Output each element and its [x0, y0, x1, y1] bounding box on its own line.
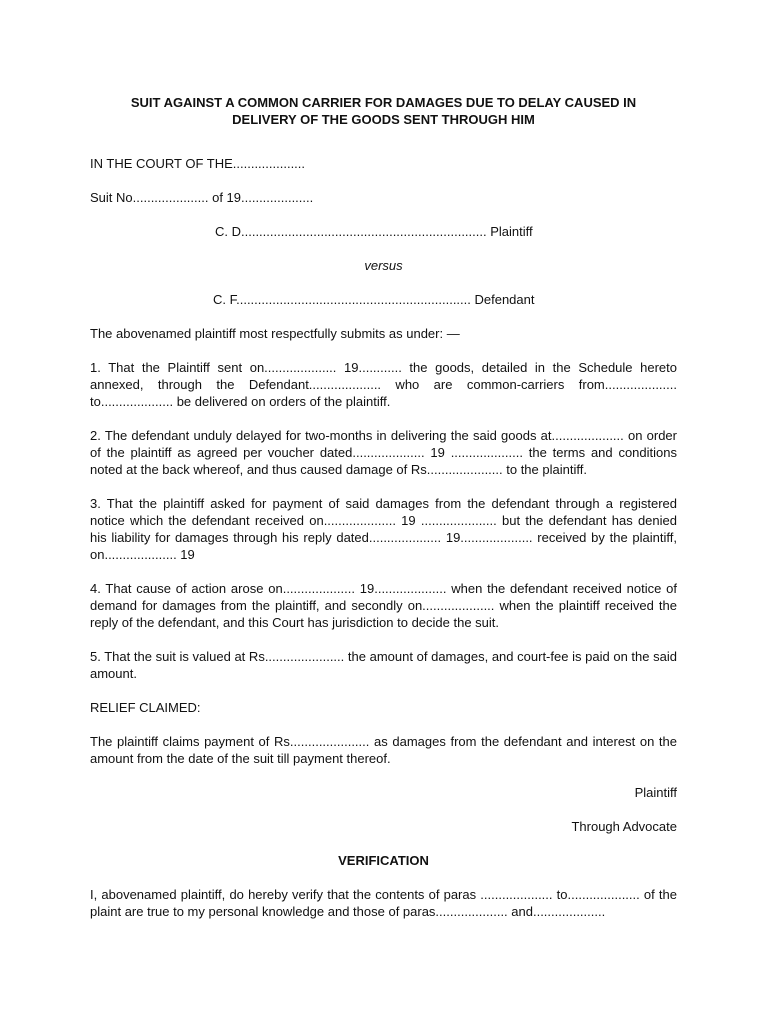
relief-paragraph: The plaintiff claims payment of Rs...................... as damages from the defendant and interest on the amount from the date of the suit till payment thereof. [90, 734, 677, 766]
paragraph-2: 2. The defendant unduly delayed for two-months in delivering the said goods at.................... on order of the plaintiff as agreed per voucher dated.................... 19 .................... the terms and conditions noted at the back whereof, and thus caused damage of Rs..................... to the plaintiff. [90, 428, 677, 477]
plaintiff-party-line: C. D.................................................................... Plaintiff [215, 224, 533, 239]
defendant-party-line: C. F................................................................. Defendant [213, 292, 535, 307]
paragraph-1: 1. That the Plaintiff sent on.................... 19............ the goods, detailed in the Schedule hereto annexed, through the Defendant.................... who are common-carriers from.................... to.................... be delivered on orders of the plaintiff. [90, 360, 677, 409]
title-line-1: SUIT AGAINST A COMMON CARRIER FOR DAMAGES DUE TO DELAY CAUSED IN [130, 95, 637, 110]
paragraph-4: 4. That cause of action arose on.................... 19.................... when the defendant received notice of demand for damages from the plaintiff, and secondly on.................... when the plaintiff received the reply of the defendant, and this Court has jurisdiction to decide the suit. [90, 581, 677, 630]
signature-plaintiff: Plaintiff [634, 785, 677, 800]
intro-paragraph: The abovenamed plaintiff most respectfully submits as under: — [90, 326, 460, 341]
paragraph-5: 5. That the suit is valued at Rs...................... the amount of damages, and court-fee is paid on the said amount. [90, 649, 677, 681]
paragraph-3: 3. That the plaintiff asked for payment of said damages from the defendant through a registered notice which the defendant received on.................... 19 ..................... but the defendant has denied his liability for damages through his reply dated.................... 19.................... received by the plaintiff, on.................... 19 [90, 496, 677, 562]
suit-number-line: Suit No..................... of 19.................... [90, 190, 314, 205]
document-page [90, 94, 677, 937]
court-line: IN THE COURT OF THE.................... [90, 156, 306, 171]
relief-heading: RELIEF CLAIMED: [90, 700, 201, 715]
verification-heading: VERIFICATION [338, 853, 429, 868]
title-line-2: DELIVERY OF THE GOODS SENT THROUGH HIM [232, 112, 535, 127]
verification-paragraph: I, abovenamed plaintiff, do hereby verify that the contents of paras .................... to.................... of the plaint are true to my personal knowledge and those of paras.................... and.................... [90, 887, 677, 919]
document-title [90, 94, 677, 128]
versus-text: versus [364, 258, 403, 273]
signature-advocate: Through Advocate [571, 819, 677, 834]
